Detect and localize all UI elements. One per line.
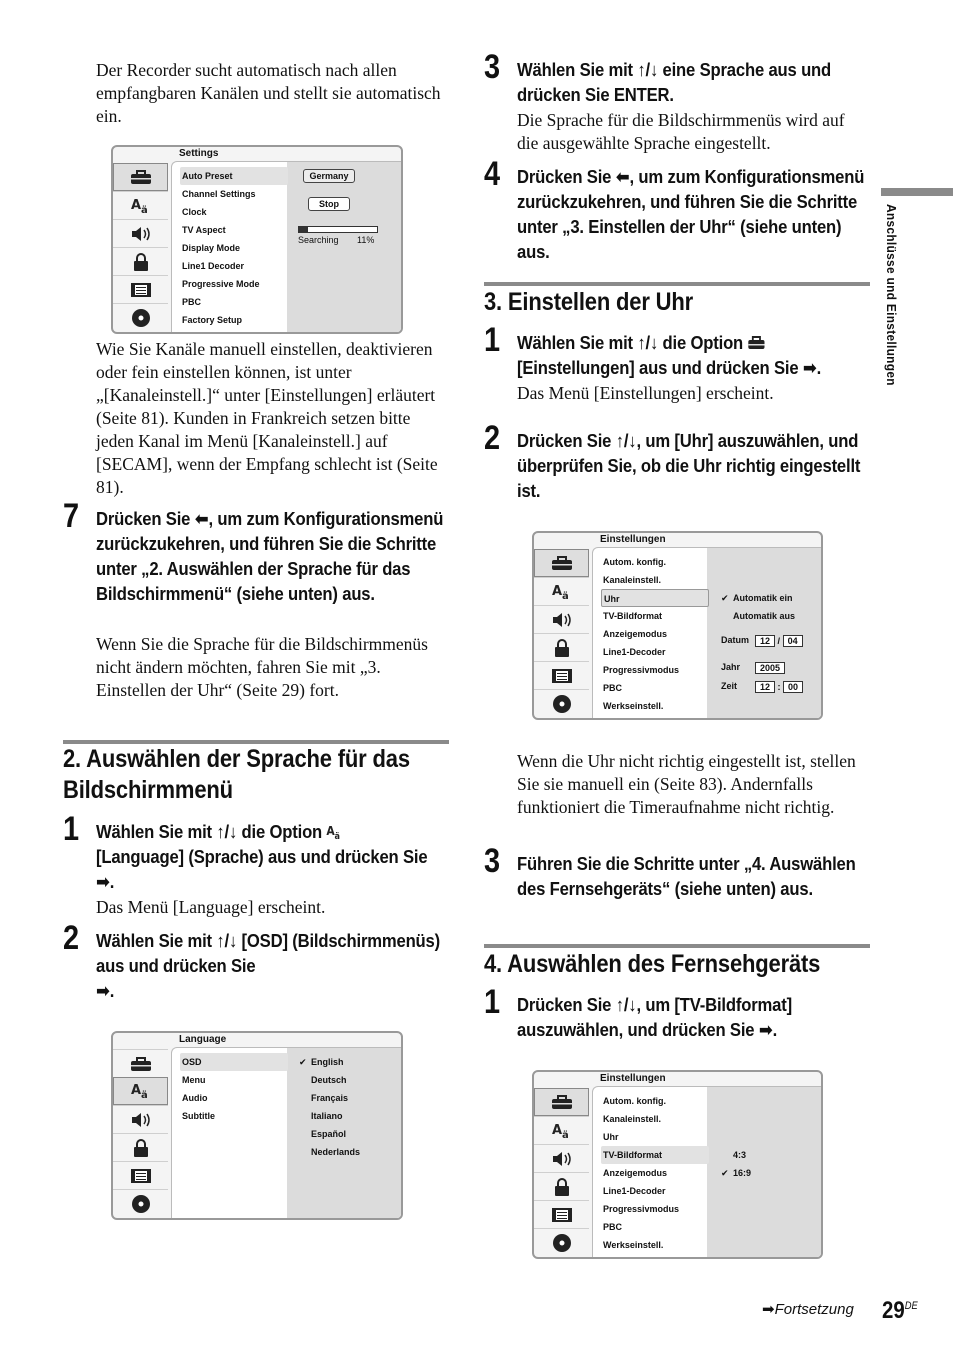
lock-icon [113, 247, 168, 275]
step-4-instruction [517, 164, 877, 264]
step-text: Wählen Sie mit [517, 332, 638, 353]
toolbox-icon [534, 1088, 589, 1116]
svg-text:ä: ä [140, 204, 148, 215]
hour-field[interactable]: 12 [755, 681, 775, 693]
toolbox-icon [113, 1049, 168, 1077]
menu-item-pbc[interactable]: PBC [603, 683, 623, 693]
left-arrow-icon: ⬅ [194, 508, 209, 529]
icon-column [113, 1047, 168, 1218]
language-screen [111, 1031, 403, 1220]
menu-item-line1-decoder[interactable]: Line1-Decoder [603, 1186, 666, 1196]
step-7-instruction [96, 506, 452, 606]
menu-item-clock[interactable]: Clock [182, 207, 207, 217]
s2-step-2-instruction: Wählen Sie mit ↑/↓ [OSD] (Bildschirmmenüs) aus und drücken Sie ➡. [96, 930, 440, 1001]
s3-step-3-number: 3 [484, 842, 501, 880]
menu-item-uhr[interactable]: Uhr [601, 589, 709, 607]
menu-item-menu[interactable]: Menu [182, 1075, 206, 1085]
menu-item-kanaleinstell[interactable]: Kanaleinstell. [603, 1114, 662, 1124]
svg-text:ä: ä [561, 590, 569, 601]
option-francais[interactable]: Français [311, 1093, 349, 1103]
option-automatik-ein[interactable]: Automatik ein [733, 593, 793, 603]
icon-column [534, 1086, 589, 1257]
s2-step-2-number: 2 [63, 919, 80, 957]
jahr-label: Jahr [721, 662, 741, 672]
right-arrow-icon: ➡ [96, 871, 110, 892]
country-button[interactable]: Germany [303, 169, 355, 183]
step-text: eine Sprache aus und drücken Sie ENTER. [517, 59, 832, 105]
svg-text:ä: ä [140, 1090, 148, 1100]
left-arrow-icon: ⬅ [615, 166, 630, 187]
film-icon [534, 661, 589, 689]
step-text: , um zum Konfigurationsmenü zurückzukehren, und führen Sie die Schritte unter „2. Auswählen der Sprache für das Bildschirmmenü“ (siehe unten) aus. [96, 508, 444, 604]
disc-icon [534, 1228, 589, 1256]
menu-item-tv-bildformat[interactable]: TV-Bildformat [603, 611, 663, 621]
minute-field[interactable]: 00 [783, 681, 803, 693]
menu-panel [592, 547, 821, 718]
tv-format-screen [532, 1070, 823, 1259]
section-2-title: 2. Auswählen der Sprache für das Bildschirmmenü [63, 745, 410, 804]
menu-item-werkseinstell[interactable]: Werkseinstell. [603, 1240, 664, 1250]
step-3-number: 3 [484, 48, 501, 86]
stop-button[interactable]: Stop [308, 197, 350, 211]
step-text: Drücken Sie [517, 430, 616, 451]
menu-item-display-mode[interactable]: Display Mode [182, 243, 241, 253]
step-text: [OSD] (Bildschirmmenüs) aus und drücken Sie [96, 930, 440, 976]
menu-item-anzeigemodus[interactable]: Anzeigemodus [603, 629, 668, 639]
svg-text:A: A [130, 1083, 141, 1098]
s3-step-2-instruction [517, 428, 877, 503]
step-text: , um zum Konfigurationsmenü zurückzukehren, und führen Sie die Schritte unter „3. Einstellen der Uhr“ (siehe unten) aus. [517, 166, 865, 262]
film-icon [113, 275, 168, 303]
menu-item-kanaleinstell[interactable]: Kanaleinstell. [603, 575, 662, 585]
s3-step-1-instruction: Wählen Sie mit ↑/↓ die Option [Einstellungen] aus und drücken Sie ➡. [517, 332, 822, 378]
film-icon [534, 1200, 589, 1228]
step-text: , um [TV-Bildformat] auszuwählen, und drücken Sie [517, 994, 792, 1040]
menu-item-osd[interactable]: OSD [180, 1053, 288, 1071]
menu-item-audio[interactable]: Audio [182, 1093, 208, 1103]
svg-text:A: A [130, 197, 141, 213]
speaker-icon [534, 1144, 589, 1172]
up-down-arrow-icon: ↑/↓ [637, 332, 659, 353]
step-text: die Option [237, 821, 327, 842]
up-down-arrow-icon: ↑/↓ [615, 430, 637, 451]
icon-column [113, 161, 168, 332]
menu-item-uhr[interactable]: Uhr [603, 1132, 619, 1142]
check-icon: ✔ [721, 1168, 729, 1178]
disc-icon [113, 303, 168, 331]
manual-channel-text: Wie Sie Kanäle manuell einstellen, deaktivieren oder fein einstellen können, ist unter „[Kanaleinstell.]“ unter [Einstellungen] erläutert (Seite 81). Kunden in Frankreich setzen bitte jeden Kanal im Menü [Kanaleinstell.] auf [SECAM], wenn der Empfang schlecht ist (Seite 81). [96, 339, 438, 497]
disc-icon [534, 689, 589, 717]
menu-item-line1-decoder[interactable]: Line1-Decoder [603, 647, 666, 657]
step-text: Drücken Sie [517, 994, 616, 1015]
page-number-value: 29 [882, 1297, 905, 1324]
search-status: Searching [298, 235, 339, 245]
lock-icon [113, 1133, 168, 1161]
s2-step-1-body: Das Menü [Language] erscheint. [96, 897, 326, 917]
search-percent: 11% [357, 235, 375, 245]
icon-column [534, 547, 589, 718]
option-deutsch[interactable]: Deutsch [311, 1075, 347, 1085]
right-arrow-icon: ➡ [762, 1301, 775, 1318]
up-down-arrow-icon: ↑/↓ [637, 59, 659, 80]
menu-panel [171, 161, 401, 332]
s4-step-1-number: 1 [484, 983, 501, 1021]
menu-item-factory-setup[interactable]: Factory Setup [182, 315, 243, 325]
day-field[interactable]: 12 [755, 635, 775, 647]
language-icon [113, 1077, 168, 1105]
language-icon [326, 821, 342, 842]
speaker-icon [113, 219, 168, 247]
menu-item-tv-bildformat[interactable]: TV-Bildformat [601, 1146, 709, 1164]
up-down-arrow-icon: ↑/↓ [216, 930, 238, 951]
step-7-body: Wenn Sie die Sprache für die Bildschirmmenüs nicht ändern möchten, fahren Sie mit „3. Einstellen der Uhr“ (Seite 29) fort. [96, 634, 428, 700]
step-7-number: 7 [63, 497, 80, 535]
side-tab-label: Anschlüsse und Einstellungen [884, 204, 899, 386]
step-text: Wählen Sie mit [96, 930, 217, 951]
toolbox-icon [747, 332, 765, 353]
section-rule [484, 944, 870, 948]
language-icon [534, 1116, 589, 1144]
clock-settings-screen [532, 531, 823, 720]
svg-text:ä: ä [334, 831, 340, 840]
s3-step-3-instruction: Führen Sie die Schritte unter „4. Auswählen des Fernsehgeräts“ (siehe unten) aus. [517, 853, 856, 899]
option-italiano[interactable]: Italiano [311, 1111, 343, 1121]
step-text: Drücken Sie [517, 166, 616, 187]
option-4-3[interactable]: 4:3 [733, 1150, 747, 1160]
time-row [755, 681, 803, 693]
progress-fill [299, 227, 308, 232]
zeit-label: Zeit [721, 681, 738, 691]
settings-screen [111, 145, 403, 334]
svg-text:ä: ä [561, 1129, 569, 1140]
menu-item-anzeigemodus[interactable]: Anzeigemodus [603, 1168, 668, 1178]
up-down-arrow-icon: ↑/↓ [615, 994, 637, 1015]
menu-item-werkseinstell[interactable]: Werkseinstell. [603, 701, 664, 711]
step-4-number: 4 [484, 155, 501, 193]
lock-icon [534, 633, 589, 661]
step-text: , um [Uhr] auszuwählen, und überprüfen Sie, ob die Uhr richtig eingestellt ist. [517, 430, 861, 501]
screen-title: Einstellungen [600, 534, 666, 545]
s2-step-1-instruction: Wählen Sie mit ↑/↓ die Option A ä [Language] (Sprache) aus und drücken Sie ➡. [96, 821, 428, 892]
menu-item-pbc[interactable]: PBC [182, 297, 202, 307]
check-icon: ✔ [299, 1057, 307, 1067]
month-field[interactable]: 04 [783, 635, 803, 647]
option-automatik-aus[interactable]: Automatik aus [733, 611, 796, 621]
right-arrow-icon: ➡ [96, 980, 110, 1001]
language-icon [534, 577, 589, 605]
screen-title: Einstellungen [600, 1073, 666, 1084]
step-text: [Einstellungen] aus und drücken Sie [517, 357, 803, 378]
speaker-icon [534, 605, 589, 633]
continued-label: Fortsetzung [774, 1301, 854, 1318]
svg-text:A: A [326, 824, 335, 839]
page-number [882, 1297, 918, 1325]
screen-title: Language [179, 1034, 227, 1045]
s3-step-1-number: 1 [484, 321, 501, 359]
clock-manual-text: Wenn die Uhr nicht richtig eingestellt ist, stellen Sie sie manuell ein (Seite 83). Andernfalls funktioniert die Timeraufnahme nicht richtig. [517, 751, 856, 817]
right-arrow-icon: ➡ [758, 1019, 773, 1040]
side-tab-bar [881, 188, 953, 196]
menu-item-channel-settings[interactable]: Channel Settings [182, 189, 256, 199]
step-text: [Language] (Sprache) aus und drücken Sie [96, 846, 428, 867]
search-progress-bar [298, 226, 378, 233]
s2-step-1-number: 1 [63, 810, 80, 848]
svg-text:A: A [551, 1122, 562, 1138]
page-lang-suffix: DE [904, 1300, 918, 1312]
option-16-9[interactable]: 16:9 [733, 1168, 752, 1178]
option-nederlands[interactable]: Nederlands [311, 1147, 361, 1157]
step-3-instruction [517, 57, 877, 107]
section-4-title: 4. Auswählen des Fernsehgeräts [484, 950, 821, 978]
continued-note [762, 1300, 854, 1318]
disc-icon [113, 1189, 168, 1217]
speaker-icon [113, 1105, 168, 1133]
menu-item-tv-aspect[interactable]: TV Aspect [182, 225, 226, 235]
section-rule [484, 282, 870, 286]
intro-text: Der Recorder sucht automatisch nach allen empfangbaren Kanälen und stellt sie automatisch ein. [96, 60, 441, 126]
step-text: die Option [658, 332, 748, 353]
date-separator: / [777, 636, 781, 646]
menu-panel [171, 1047, 401, 1218]
s3-step-1-body: Das Menü [Einstellungen] erscheint. [517, 383, 774, 403]
time-separator: : [777, 682, 781, 692]
toolbox-icon [113, 163, 168, 191]
menu-item-progressive-mode[interactable]: Progressive Mode [182, 279, 260, 289]
step-text: Wählen Sie mit [517, 59, 638, 80]
option-espanol[interactable]: Español [311, 1129, 347, 1139]
year-field[interactable]: 2005 [755, 662, 785, 674]
menu-item-subtitle[interactable]: Subtitle [182, 1111, 215, 1121]
menu-item-autom-konfig[interactable]: Autom. konfig. [603, 557, 666, 567]
up-down-arrow-icon: ↑/↓ [216, 821, 238, 842]
check-icon: ✔ [721, 593, 729, 603]
menu-item-auto-preset[interactable]: Auto Preset [180, 167, 288, 185]
s4-step-1-instruction: Drücken Sie ↑/↓, um [TV-Bildformat] auszuwählen, und drücken Sie ➡. [517, 994, 792, 1040]
date-row [755, 635, 803, 647]
menu-item-progressivmodus[interactable]: Progressivmodus [603, 1204, 680, 1214]
datum-label: Datum [721, 635, 750, 645]
year-row [755, 662, 785, 674]
svg-text:A: A [551, 583, 562, 599]
lock-icon [534, 1172, 589, 1200]
step-text: Drücken Sie [96, 508, 195, 529]
option-english[interactable]: English [311, 1057, 344, 1067]
menu-item-line1-decoder[interactable]: Line1 Decoder [182, 261, 245, 271]
step-text: Wählen Sie mit [96, 821, 217, 842]
film-icon [113, 1161, 168, 1189]
menu-panel [592, 1086, 821, 1257]
toolbox-icon [534, 549, 589, 577]
option-panel [287, 162, 401, 332]
language-icon [113, 191, 168, 219]
menu-item-autom-konfig[interactable]: Autom. konfig. [603, 1096, 666, 1106]
right-arrow-icon: ➡ [802, 357, 817, 378]
step-3-body: Die Sprache für die Bildschirmmenüs wird auf die ausgewählte Sprache eingestellt. [517, 110, 845, 153]
menu-item-pbc[interactable]: PBC [603, 1222, 623, 1232]
section-3-title: 3. Einstellen der Uhr [484, 288, 694, 316]
screen-title: Settings [179, 148, 219, 159]
menu-item-progressivmodus[interactable]: Progressivmodus [603, 665, 680, 675]
s3-step-2-number: 2 [484, 419, 501, 457]
